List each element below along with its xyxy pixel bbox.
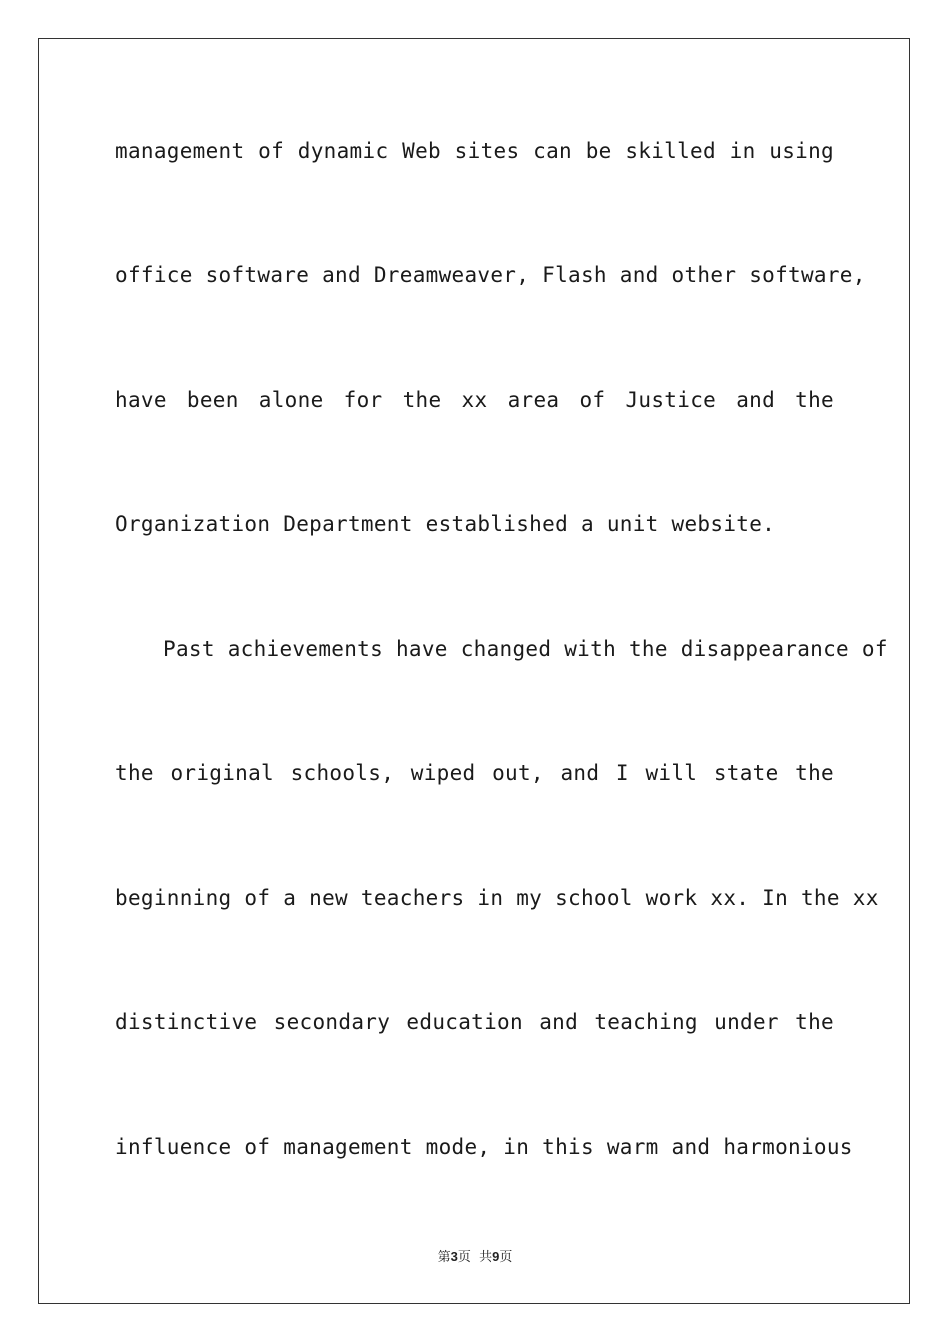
body-text-line: management of dynamic Web sites can be skilled in using xyxy=(115,139,834,163)
body-text-line: distinctive secondary education and teaching under the xyxy=(115,1010,834,1034)
page-footer xyxy=(0,1246,950,1265)
body-text-line: Organization Department established a unit website. xyxy=(115,512,776,536)
footer-suffix: 页 xyxy=(499,1250,513,1265)
current-page-number: 3 xyxy=(450,1249,458,1264)
page-border xyxy=(38,38,910,1304)
body-text-line: have been alone for the xx area of Justice and the xyxy=(115,388,834,412)
body-text-line: the original schools, wiped out, and I will state the xyxy=(115,761,834,785)
body-text-line: office software and Dreamweaver, Flash and other software, xyxy=(115,263,866,287)
total-pages-number: 9 xyxy=(492,1249,500,1264)
footer-prefix: 第 xyxy=(437,1250,451,1265)
body-text-line: influence of management mode, in this warm and harmonious xyxy=(115,1135,853,1159)
body-text-line: beginning of a new teachers in my school work xx. In the xx xyxy=(115,886,879,910)
footer-middle: 页 共 xyxy=(457,1250,493,1265)
paragraph-first-line: Past achievements have changed with the disappearance of xyxy=(163,637,888,661)
